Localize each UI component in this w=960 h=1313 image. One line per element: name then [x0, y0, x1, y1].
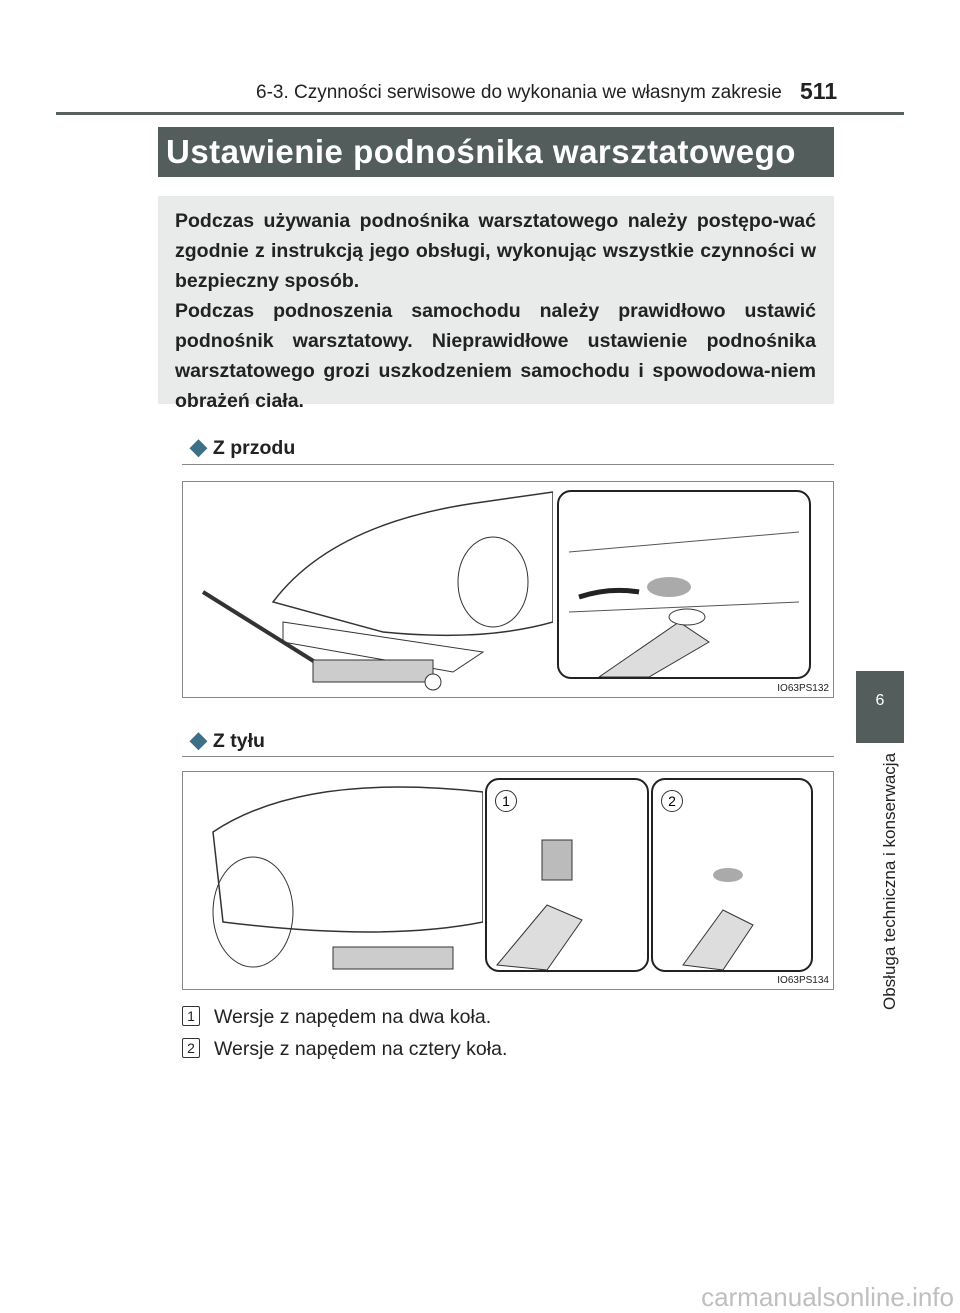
- note-item: [182, 1038, 507, 1061]
- car-front-illustration: [183, 482, 553, 697]
- note-text: Wersje z napędem na dwa koła.: [214, 1006, 492, 1028]
- detail-inset: [557, 490, 811, 679]
- section-header: 6-3. Czynności serwisowe do wykonania we własnym zakresie: [256, 82, 782, 103]
- figure-id: IO63PS132: [777, 683, 829, 694]
- jack-point-detail: [559, 492, 809, 677]
- car-rear-illustration: [183, 772, 483, 987]
- subheading-rear: [190, 727, 265, 753]
- intro-paragraph: Podczas podnoszenia samochodu należy prawidłowo ustawić podnośnik warsztatowy. Nieprawidłowe ustawienie podnośnika warsztatowego grozi uszkodzeniem samochodu i spowodowa-niem obrażeń ciała.: [175, 300, 816, 412]
- chapter-tab: 6: [856, 671, 904, 743]
- intro-paragraph: Podczas używania podnośnika warsztatowego należy postępo-wać zgodnie z instrukcją jego obsługi, wykonując wszystkie czynności w bezpieczny sposób.: [175, 210, 816, 292]
- subheading-front: [190, 434, 295, 460]
- callout-2: 2: [661, 790, 683, 812]
- detail-inset-4wd: [651, 778, 813, 972]
- detail-inset-2wd: [485, 778, 649, 972]
- figure-id: IO63PS134: [777, 975, 829, 986]
- diamond-icon: ◆: [190, 727, 207, 752]
- header-rule: [56, 112, 904, 115]
- note-text: Wersje z napędem na cztery koła.: [214, 1038, 508, 1060]
- note-number: 1: [182, 1006, 200, 1026]
- page-number: 511: [800, 78, 838, 104]
- callout-1: 1: [495, 790, 517, 812]
- chapter-label: Obsługa techniczna i konserwacja: [880, 752, 899, 1010]
- intro-box: [158, 196, 834, 412]
- watermark: carmanualsonline.info: [701, 1282, 954, 1312]
- divider: [182, 756, 834, 757]
- figure-front-jack: [182, 481, 834, 698]
- figure-rear-jack: [182, 771, 834, 990]
- note-item: [182, 1006, 491, 1029]
- note-number: 2: [182, 1038, 200, 1058]
- page-title: Ustawienie podnośnika warsztatowego: [158, 127, 834, 177]
- subheading-label: Z tyłu: [212, 730, 265, 752]
- subheading-label: Z przodu: [212, 437, 296, 459]
- diamond-icon: ◆: [190, 434, 207, 459]
- divider: [182, 464, 834, 465]
